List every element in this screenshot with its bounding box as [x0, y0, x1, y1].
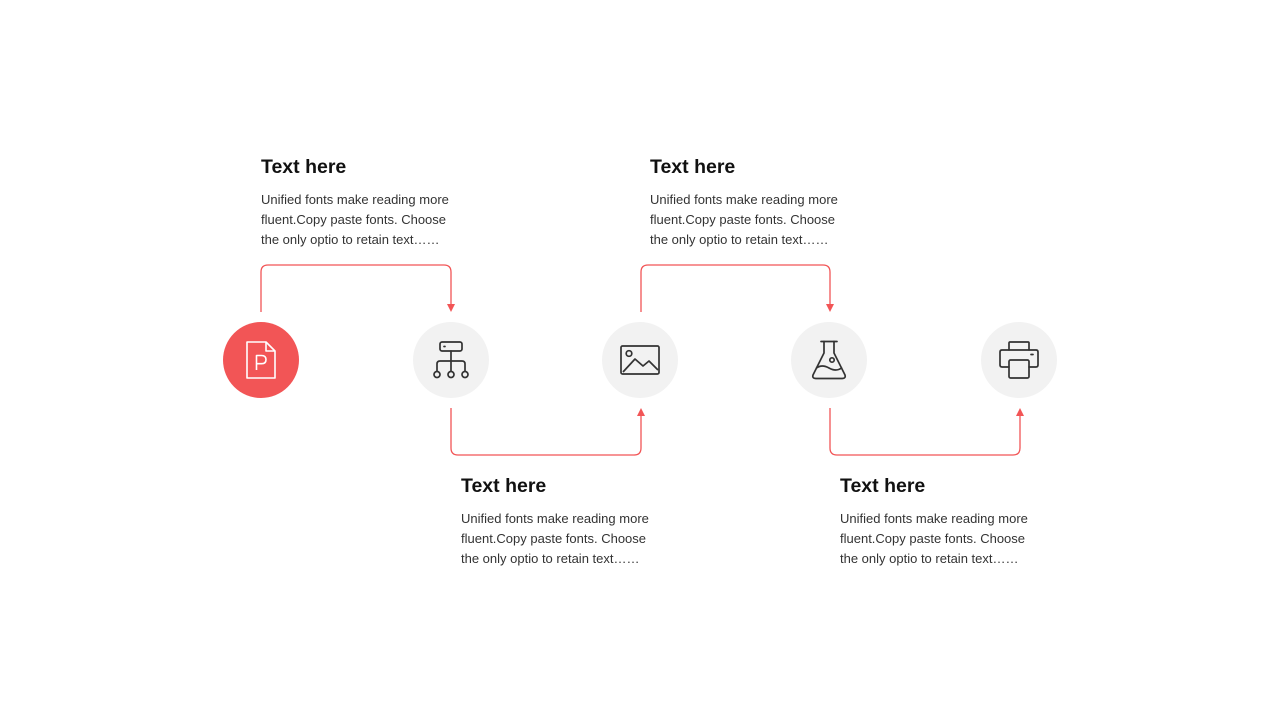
step-2-title: Text here	[461, 475, 547, 497]
step-1-title: Text here	[261, 156, 347, 178]
connector-3-4	[641, 265, 830, 312]
printer-icon	[998, 340, 1040, 380]
step-2-description: Unified fonts make reading more fluent.Copy paste fonts. Choose the only optio to retain text……	[461, 511, 649, 567]
step-3-text	[650, 157, 870, 250]
connector-4-5-arrow	[1016, 408, 1024, 416]
connector-1-2-arrow	[447, 304, 455, 312]
connector-1-2	[261, 265, 451, 312]
step-3-description: Unified fonts make reading more fluent.Copy paste fonts. Choose the only optio to retain text……	[650, 192, 838, 248]
step-4-title: Text here	[840, 475, 926, 497]
connector-4-5	[830, 408, 1020, 455]
connector-2-3-arrow	[637, 408, 645, 416]
step-1-description: Unified fonts make reading more fluent.Copy paste fonts. Choose the only optio to retain text……	[261, 192, 449, 248]
image-icon	[619, 344, 661, 376]
step-3-title: Text here	[650, 156, 736, 178]
node-3-image	[602, 322, 678, 398]
node-5-printer	[981, 322, 1057, 398]
node-4-flask	[791, 322, 867, 398]
connector-3-4-arrow	[826, 304, 834, 312]
step-4-text	[840, 476, 1060, 569]
flask-icon	[810, 339, 848, 381]
org-chart-icon	[431, 339, 471, 381]
node-2-org-chart	[413, 322, 489, 398]
node-1-document	[223, 322, 299, 398]
step-2-text	[461, 476, 681, 569]
connector-2-3	[451, 408, 641, 455]
document-p-icon	[244, 340, 278, 380]
step-1-text	[261, 157, 481, 250]
step-4-description: Unified fonts make reading more fluent.Copy paste fonts. Choose the only optio to retain text……	[840, 511, 1028, 567]
